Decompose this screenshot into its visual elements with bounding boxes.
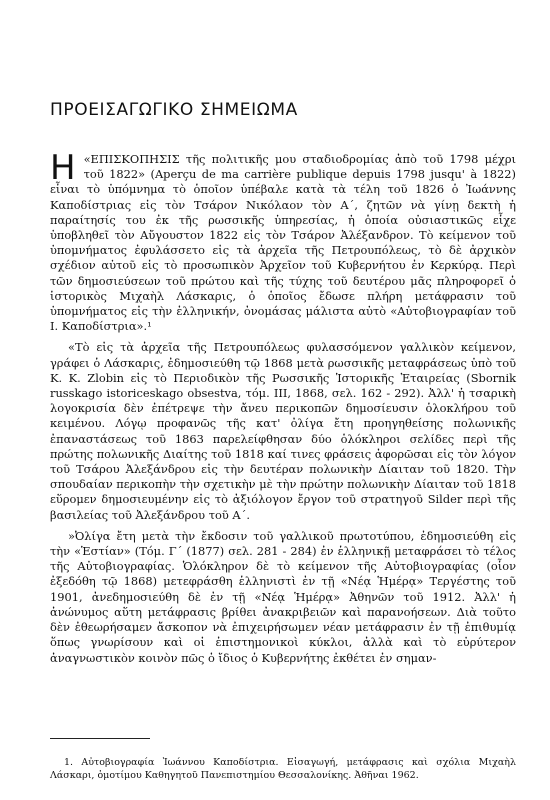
footnote-divider <box>50 738 150 739</box>
drop-cap: Η <box>50 148 76 188</box>
paragraph-intro <box>50 148 516 334</box>
footnote: 1. Αὐτοβιογραφία Ἰωάννου Καποδίστρια. Εἰσαγωγή, μετάφρασις καὶ σχόλια Μιχαὴλ Λάσκαρι, ὁμοτίμου Καθηγητοῦ Πανεπιστημίου Θεσσαλονίκης. Ἀθῆναι 1962. <box>50 756 516 781</box>
page-title: ΠΡΟΕΙΣΑΓΩΓΙΚΟ ΣΗΜΕΙΩΜΑ <box>50 100 298 120</box>
body-text <box>50 148 516 672</box>
paragraph-quote-2: »Ὀλίγα ἔτη μετὰ τὴν ἔκδοσιν τοῦ γαλλικοῦ πρωτοτύπου, ἐδημοσιεύθη εἰς τὴν «Ἑστίαν» (Τόμ. Γ΄ (1877) σελ. 281 - 284) ἐν ἑλληνικῇ μεταφράσει τὸ τέλος τῆς Αὐτοβιογραφίας. Ὁλόκληρον δὲ τὸ κείμενον τῆς Αὐτοβιογραφίας (οἷον ἐξεδόθη τῷ 1868) μετεφράσθη ἑλληνιστὶ ἐν τῇ «Νέᾳ Ἡμέρᾳ» Τεργέστης τοῦ 1901, ἀνεδημοσιεύθη δὲ ἐν τῇ «Νέᾳ Ἡμέρᾳ» Ἀθηνῶν τοῦ 1912. Ἀλλ' ἡ ἀνώνυμος αὕτη μετάφρασις βρίθει ἀνακριβειῶν καὶ παρανοήσεων. Διὰ τοῦτο δὲν ἐθεωρήσαμεν ἄσκοπον νὰ ἐπιχειρήσωμεν νέαν μετάφρασιν ἐν τῇ ἐπιθυμίᾳ ὅπως γνωρίσουν καὶ οἱ ἐπιστημονικοὶ κύκλοι, ἀλλὰ καὶ τὸ εὐρύτερον ἀναγνωστικὸν κοινὸν πῶς ὁ ἴδιος ὁ Κυβερνήτης ἐκθέτει ἐν σημαν- <box>50 528 516 665</box>
paragraph-intro-text: «ΕΠΙΣΚΟΠΗΣΙΣ τῆς πολιτικῆς μου σταδιοδρομίας ἀπὸ τοῦ 1798 μέχρι τοῦ 1822» (Aperçu de ma carrière publique depuis 1798 jusqu' à 1822) εἶναι τὸ ὑπόμνημα τὸ ὁποῖον ὑπέβαλε κατὰ τὰ τέλη τοῦ 1826 ὁ Ἰωάννης Καποδίστριας εἰς τὸν Τσάρον Νικόλαον τὸν Α΄, ζητῶν νὰ γίνῃ δεκτὴ ἡ παραίτησίς του ἐκ τῆς ρωσσικῆς ὑπηρεσίας, ἡ ὁποία οὐσιαστικῶς εἶχε ὑποβληθεῖ τὸν Αὔγουστον 1822 εἰς τὸν Τσάρον Ἀλέξανδρον. Τὸ κείμενον τοῦ ὑπομνήματος ἐφυλάσσετο εἰς τὰ ἀρχεῖα τῆς Πετρουπόλεως, τὸ δὲ ἀρχικὸν σχέδιον αὐτοῦ εἰς τὸ προσωπικὸν Ἀρχεῖον τοῦ Κυβερνήτου ἐν Κερκύρᾳ. Περὶ τῶν δημοσιεύσεων τοῦ πρώτου καὶ τῆς τύχης τοῦ δευτέρου μᾶς πληροφορεῖ ὁ ἱστορικὸς Μιχαὴλ Λάσκαρις, ὁ ὁποῖος ἔδωσε πλήρη μετάφρασιν τοῦ ὑπομνήματος εἰς τὴν ἑλληνικήν, ὀνομάσας μάλιστα αὐτὸ «Αὐτοβιογραφίαν τοῦ Ι. Καποδίστρια».¹ <box>50 152 516 334</box>
paragraph-quote-1: «Τὸ εἰς τὰ ἀρχεῖα τῆς Πετρουπόλεως φυλασσόμενον γαλλικὸν κείμενον, γράφει ὁ Λάσκαρις, ἐδημοσιεύθη τῷ 1868 μετὰ ρωσσικῆς μεταφράσεως ὑπὸ τοῦ Κ. Κ. Zlobin εἰς τὸ Περιοδικὸν τῆς Ρωσσικῆς Ἱστορικῆς Ἑταιρείας (Sbornik russkago istoriceskago obsestva, τόμ. ΙΙΙ, 1868, σελ. 162 - 292). Ἀλλ' ἡ τσαρικὴ λογοκρισία δὲν ἐπέτρεψε τὴν ἄνευ περικοπῶν δημοσίευσιν ὁλοκλήρου τοῦ κειμένου. Λόγῳ προφανῶς τῆς κατ' ὀλίγα ἔτη προηγηθείσης πολωνικῆς ἐπαναστάσεως τοῦ 1863 παρελείφθησαν δύο ὁλόκληροι σελίδες περὶ τῆς πρώτης πολωνικῆς Διαίτης τοῦ 1818 καί τινες φράσεις ἀφορῶσαι εἰς τὸν λόγον τοῦ Τσάρου Ἀλεξάνδρου εἰς τὴν δευτέραν πολωνικὴν Δίαιταν τοῦ 1820. Τὴν σπουδαίαν περικοπὴν τὴν σχετικὴν μὲ τὴν πρώτην πολωνικὴν Δίαιταν τοῦ 1818 εὕρομεν δημοσιευμένην εἰς τὸ ἀξιόλογον ἔργον τοῦ στρατηγοῦ Silder περὶ τῆς βασιλείας τοῦ Ἀλεξάνδρου τοῦ Α΄. <box>50 340 516 522</box>
